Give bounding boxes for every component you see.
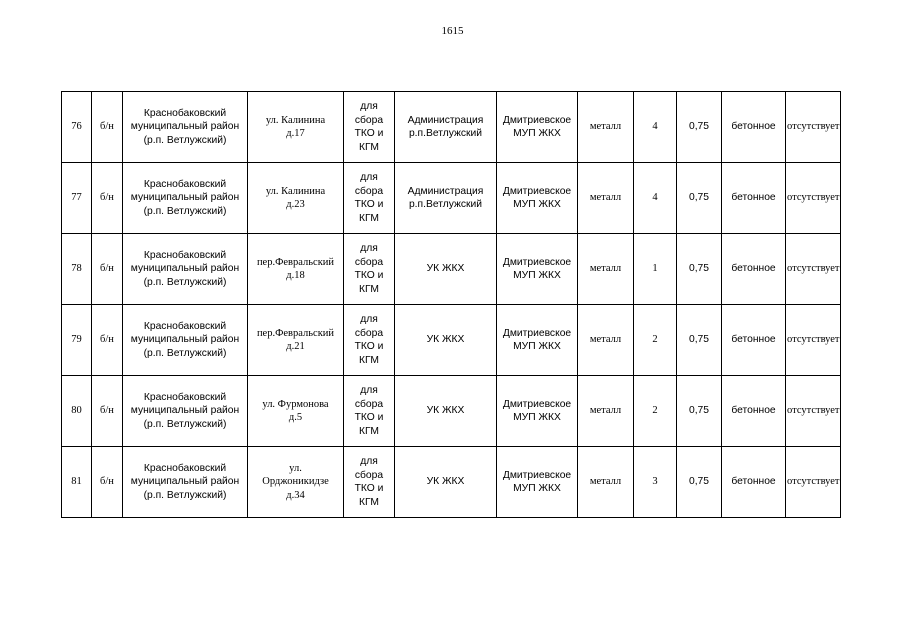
registry-number: б/н <box>92 92 123 163</box>
purpose-cell: для сбора ТКО и КГМ <box>344 376 395 447</box>
address-cell: ул. Калинина д.23 <box>248 163 344 234</box>
volume-cell: 0,75 <box>677 92 722 163</box>
surface-cell: бетонное <box>722 92 786 163</box>
container-count-cell: 1 <box>634 234 677 305</box>
district-cell: Краснобаковский муниципальный район (р.п. Ветлужский) <box>123 92 248 163</box>
address-cell: ул. Орджоникидзе д.34 <box>248 447 344 518</box>
owner-cell: Администрация р.п.Ветлужский <box>395 92 497 163</box>
address-cell: ул. Калинина д.17 <box>248 92 344 163</box>
owner-cell: УК ЖКХ <box>395 305 497 376</box>
volume-cell: 0,75 <box>677 305 722 376</box>
district-cell: Краснобаковский муниципальный район (р.п. Ветлужский) <box>123 376 248 447</box>
material-cell: металл <box>578 376 634 447</box>
volume-cell: 0,75 <box>677 447 722 518</box>
row-number: 78 <box>62 234 92 305</box>
purpose-cell: для сбора ТКО и КГМ <box>344 447 395 518</box>
row-number: 81 <box>62 447 92 518</box>
container-count-cell: 2 <box>634 376 677 447</box>
volume-cell: 0,75 <box>677 163 722 234</box>
material-cell: металл <box>578 234 634 305</box>
table-row <box>62 376 841 447</box>
volume-cell: 0,75 <box>677 234 722 305</box>
registry-number: б/н <box>92 163 123 234</box>
row-number: 79 <box>62 305 92 376</box>
district-cell: Краснобаковский муниципальный район (р.п. Ветлужский) <box>123 305 248 376</box>
row-number: 80 <box>62 376 92 447</box>
operator-cell: Дмитриевское МУП ЖКХ <box>497 92 578 163</box>
fence-cell: отсутствует <box>786 447 841 518</box>
purpose-cell: для сбора ТКО и КГМ <box>344 305 395 376</box>
material-cell: металл <box>578 447 634 518</box>
address-cell: пер.Февральский д.18 <box>248 234 344 305</box>
operator-cell: Дмитриевское МУП ЖКХ <box>497 305 578 376</box>
table-row <box>62 163 841 234</box>
container-count-cell: 3 <box>634 447 677 518</box>
registry-number: б/н <box>92 376 123 447</box>
fence-cell: отсутствует <box>786 376 841 447</box>
address-cell: пер.Февральский д.21 <box>248 305 344 376</box>
table-row <box>62 305 841 376</box>
table-row <box>62 234 841 305</box>
material-cell: металл <box>578 305 634 376</box>
owner-cell: Администрация р.п.Ветлужский <box>395 163 497 234</box>
container-count-cell: 2 <box>634 305 677 376</box>
district-cell: Краснобаковский муниципальный район (р.п. Ветлужский) <box>123 447 248 518</box>
operator-cell: Дмитриевское МУП ЖКХ <box>497 376 578 447</box>
surface-cell: бетонное <box>722 234 786 305</box>
purpose-cell: для сбора ТКО и КГМ <box>344 92 395 163</box>
district-cell: Краснобаковский муниципальный район (р.п. Ветлужский) <box>123 163 248 234</box>
operator-cell: Дмитриевское МУП ЖКХ <box>497 447 578 518</box>
row-number: 77 <box>62 163 92 234</box>
table-row <box>62 447 841 518</box>
registry-number: б/н <box>92 447 123 518</box>
page-number: 1615 <box>441 25 464 37</box>
registry-number: б/н <box>92 234 123 305</box>
surface-cell: бетонное <box>722 163 786 234</box>
material-cell: металл <box>578 92 634 163</box>
fence-cell: отсутствует <box>786 163 841 234</box>
operator-cell: Дмитриевское МУП ЖКХ <box>497 234 578 305</box>
owner-cell: УК ЖКХ <box>395 376 497 447</box>
address-cell: ул. Фурмонова д.5 <box>248 376 344 447</box>
surface-cell: бетонное <box>722 376 786 447</box>
volume-cell: 0,75 <box>677 376 722 447</box>
waste-sites-table <box>61 91 841 518</box>
fence-cell: отсутствует <box>786 305 841 376</box>
row-number: 76 <box>62 92 92 163</box>
table-row <box>62 92 841 163</box>
purpose-cell: для сбора ТКО и КГМ <box>344 234 395 305</box>
fence-cell: отсутствует <box>786 234 841 305</box>
owner-cell: УК ЖКХ <box>395 447 497 518</box>
container-count-cell: 4 <box>634 163 677 234</box>
owner-cell: УК ЖКХ <box>395 234 497 305</box>
container-count-cell: 4 <box>634 92 677 163</box>
fence-cell: отсутствует <box>786 92 841 163</box>
operator-cell: Дмитриевское МУП ЖКХ <box>497 163 578 234</box>
purpose-cell: для сбора ТКО и КГМ <box>344 163 395 234</box>
district-cell: Краснобаковский муниципальный район (р.п. Ветлужский) <box>123 234 248 305</box>
registry-number: б/н <box>92 305 123 376</box>
material-cell: металл <box>578 163 634 234</box>
surface-cell: бетонное <box>722 305 786 376</box>
surface-cell: бетонное <box>722 447 786 518</box>
